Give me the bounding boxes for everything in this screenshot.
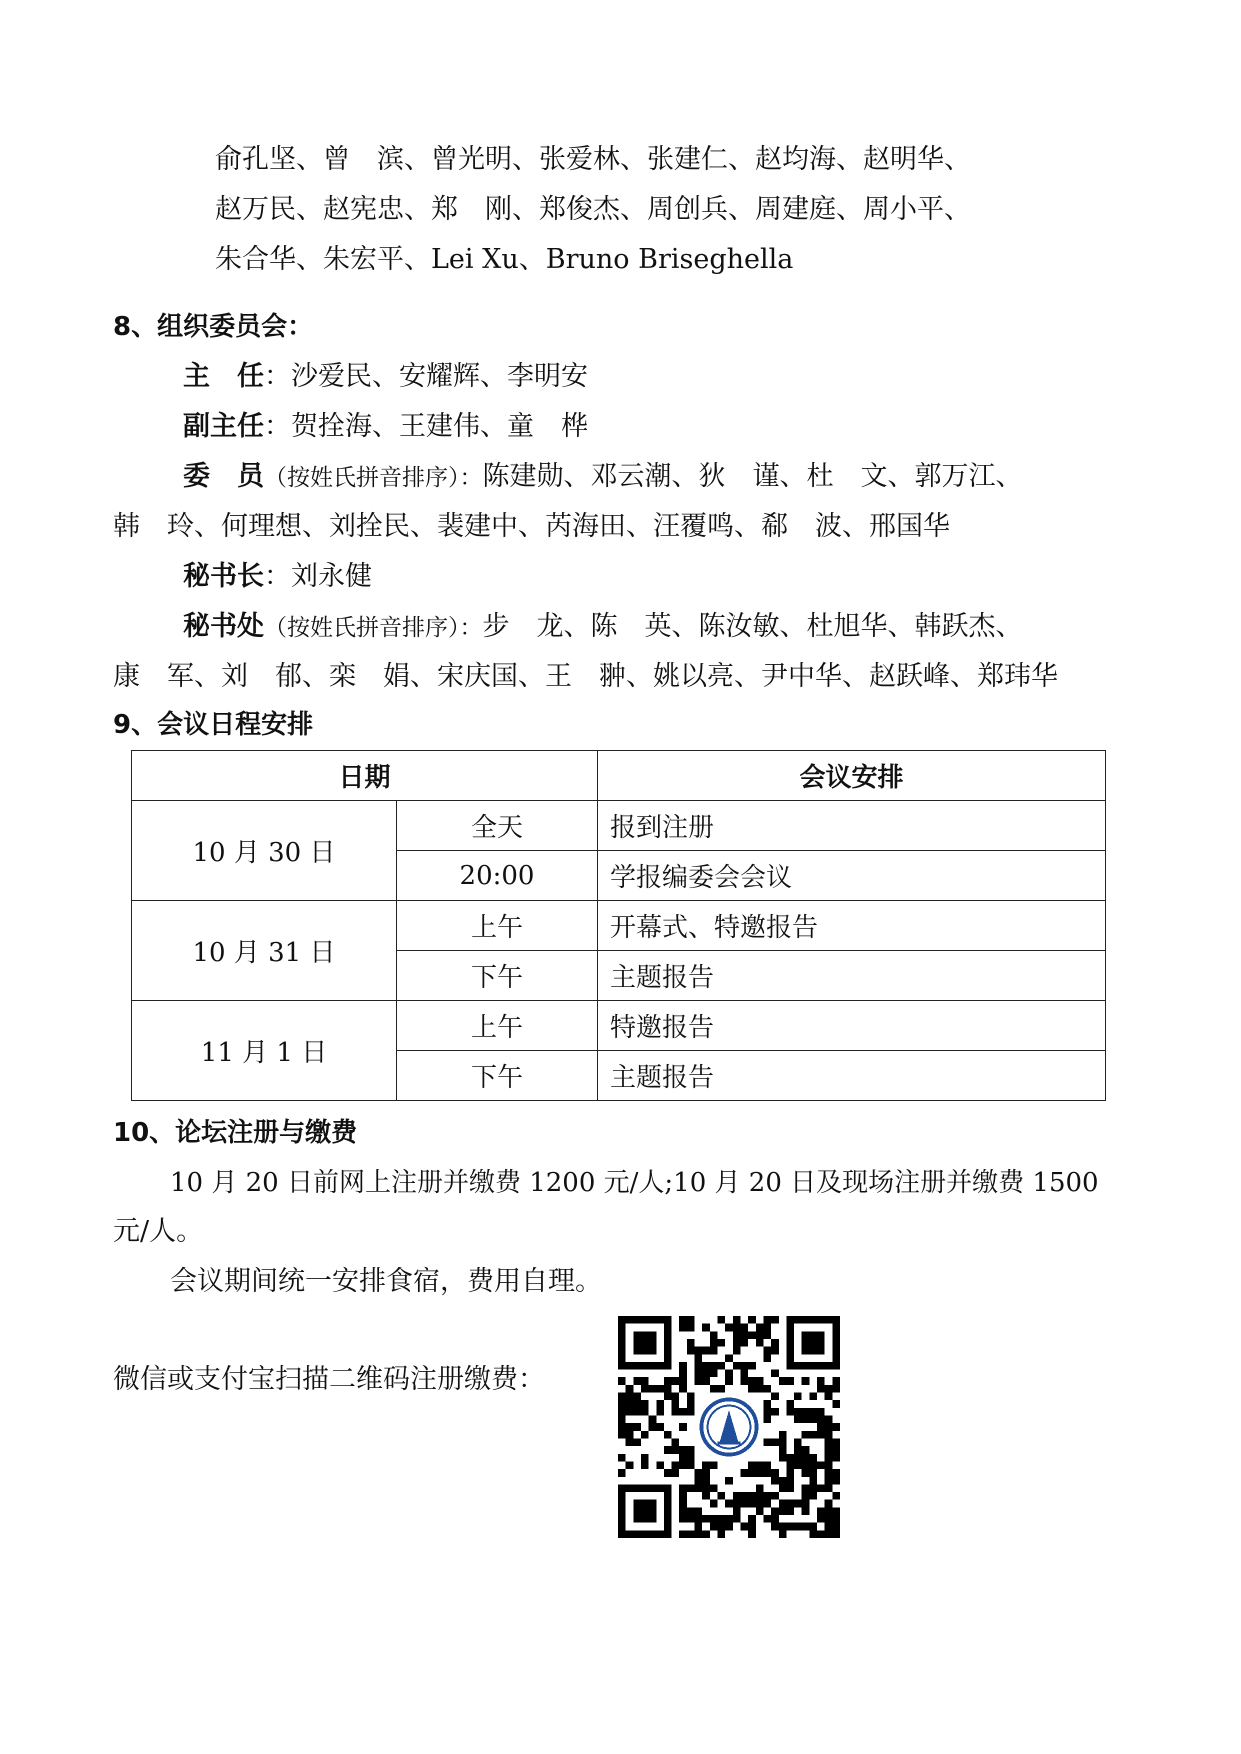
qr-code-icon[interactable] [618, 1316, 840, 1538]
secretariat-row [183, 609, 1023, 646]
secretariat-note: （按姓氏拼音排序）： [264, 615, 483, 641]
director-names: ：沙爱民、安耀辉、李明安 [264, 361, 588, 392]
committee-names-line-3: 朱合华、朱宏平、Lei Xu、Bruno Briseghella [215, 244, 794, 275]
col-date-header: 日期 [132, 751, 598, 801]
col-arrangement-header: 会议安排 [598, 751, 1106, 801]
secretariat-line-1: 步 龙、陈 英、陈汝敏、杜旭华、韩跃杰、 [482, 611, 1023, 642]
section-9-heading: 9、会议日程安排 [113, 710, 314, 740]
time-cell: 下午 [397, 951, 598, 1001]
secgen-row [183, 559, 372, 595]
event-cell: 主题报告 [598, 1051, 1106, 1101]
director-row [183, 359, 588, 395]
section-10-heading: 10、论坛注册与缴费 [113, 1118, 358, 1148]
lodging-note: 会议期间统一安排食宿，费用自理。 [170, 1266, 602, 1297]
deputy-names: ：贺拴海、王建伟、童 桦 [264, 411, 588, 442]
members-line-2: 韩 玲、何理想、刘拴民、裴建中、芮海田、汪覆鸣、郗 波、邢国华 [113, 511, 950, 542]
fee-line-1: 10 月 20 日前网上注册并缴费 1200 元/人;10 月 20 日及现场注册并缴费 1500 [170, 1168, 1099, 1198]
university-logo-icon [698, 1396, 759, 1457]
deputy-label: 副主任 [183, 411, 264, 442]
time-cell: 20:00 [397, 851, 598, 901]
secgen-names: ：刘永健 [264, 561, 372, 592]
section-8-heading: 8、组织委员会： [113, 312, 314, 342]
members-label: 委 员 [183, 461, 264, 492]
committee-names-line-2: 赵万民、赵宪忠、郑 刚、郑俊杰、周创兵、周建庭、周小平、 [215, 194, 971, 225]
deputy-row [183, 409, 588, 445]
event-cell: 学报编委会会议 [598, 851, 1106, 901]
table-header-row [132, 751, 1106, 801]
schedule-table [131, 750, 1106, 1101]
members-row [183, 459, 1023, 496]
table-row [132, 901, 1106, 951]
time-cell: 全天 [397, 801, 598, 851]
event-cell: 开幕式、特邀报告 [598, 901, 1106, 951]
table-row [132, 1001, 1106, 1051]
members-line-1: 陈建勋、邓云潮、狄 谨、杜 文、郭万江、 [482, 461, 1023, 492]
director-label: 主 任 [183, 361, 264, 392]
event-cell: 报到注册 [598, 801, 1106, 851]
time-cell: 上午 [397, 901, 598, 951]
qr-prompt: 微信或支付宝扫描二维码注册缴费： [113, 1364, 545, 1395]
fee-line-2: 元/人。 [113, 1216, 204, 1247]
members-note: （按姓氏拼音排序）： [264, 465, 483, 491]
date-cell: 11 月 1 日 [132, 1001, 397, 1101]
date-cell: 10 月 31 日 [132, 901, 397, 1001]
event-cell: 主题报告 [598, 951, 1106, 1001]
event-cell: 特邀报告 [598, 1001, 1106, 1051]
table-row [132, 801, 1106, 851]
secgen-label: 秘书长 [183, 561, 264, 592]
date-cell: 10 月 30 日 [132, 801, 397, 901]
time-cell: 下午 [397, 1051, 598, 1101]
secretariat-label: 秘书处 [183, 611, 264, 642]
committee-names-line-1: 俞孔坚、曾 滨、曾光明、张爱林、张建仁、赵均海、赵明华、 [215, 144, 971, 175]
time-cell: 上午 [397, 1001, 598, 1051]
secretariat-line-2: 康 军、刘 郁、栾 娟、宋庆国、王 翀、姚以亮、尹中华、赵跃峰、郑玮华 [113, 661, 1058, 692]
